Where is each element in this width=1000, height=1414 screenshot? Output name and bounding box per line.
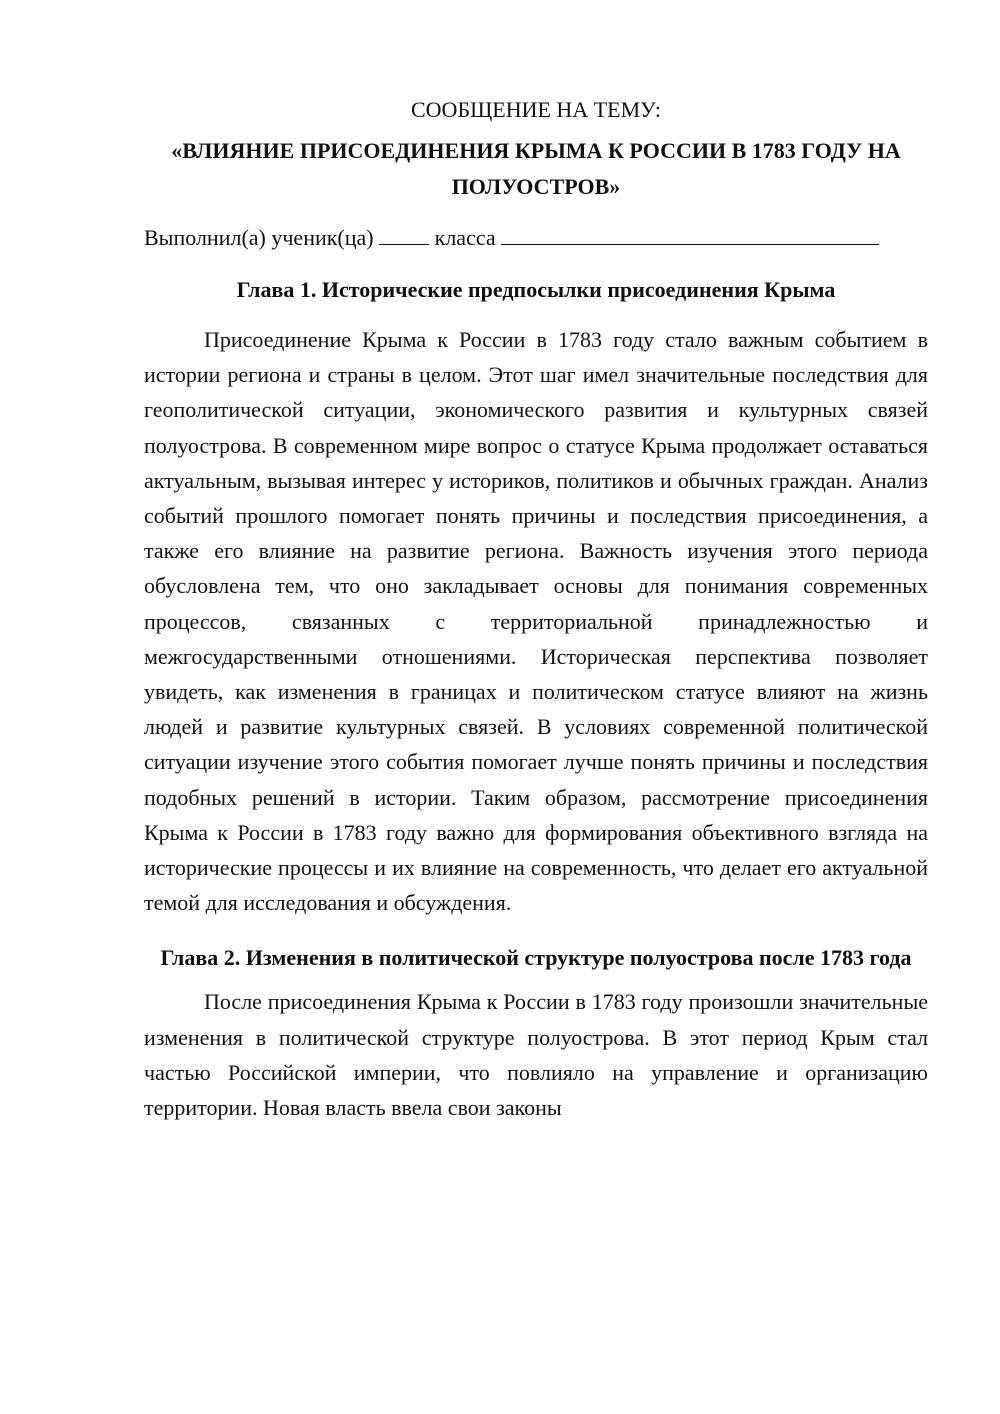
chapter-2-paragraph: После присоединения Крыма к России в 1783 году произошли значительные изменения в политической структуре полуострова. В этот период Крым стал частью Российской империи, что повлияло на управление и организацию территории. Новая власть ввела свои законы (144, 989, 928, 1121)
document-kicker: СООБЩЕНИЕ НА ТЕМУ: (411, 97, 661, 122)
chapter-1-heading: Глава 1. Исторические предпосылки присоединения Крыма (236, 277, 836, 302)
class-label: класса (434, 225, 496, 250)
grade-blank (379, 220, 429, 245)
chapter-2-heading: Глава 2. Изменения в политической структуре полуострова после 1783 года (160, 945, 912, 971)
author-label: Выполнил(а) ученик(ца) (144, 225, 374, 250)
document-body (144, 92, 928, 1125)
document-title: «ВЛИЯНИЕ ПРИСОЕДИНЕНИЯ КРЫМА К РОССИИ В 1783 ГОДУ НА ПОЛУОСТРОВ» (171, 138, 901, 199)
chapter-1-paragraph: Присоединение Крыма к России в 1783 году стало важным событием в истории региона и страны в целом. Этот шаг имел значительные последствия для геополитической ситуации, экономического развития и культурных связей полуострова. В современном мире вопрос о статусе Крыма продолжает оставаться актуальным, вызывая интерес у историков, политиков и обычных граждан. Анализ событий прошлого помогает понять причины и последствия присоединения, а также его влияние на развитие региона. Важность изучения этого периода обусловлена тем, что оно закладывает основы для понимания современных процессов, связанных с территориальной принадлежностью и межгосударственными отношениями. Историческая перспектива позволяет увидеть, как изменения в границах и политическом статусе влияют на жизнь людей и развитие культурных связей. В условиях современной политической ситуации изучение этого события помогает лучше понять причины и последствия подобных решений в истории. Таким образом, рассмотрение присоединения Крыма к России в 1783 году важно для формирования объективного взгляда на исторические процессы и их влияние на современность, что делает его актуальной темой для исследования и обсуждения. (144, 327, 928, 916)
name-blank (501, 220, 879, 245)
author-line (144, 220, 928, 256)
